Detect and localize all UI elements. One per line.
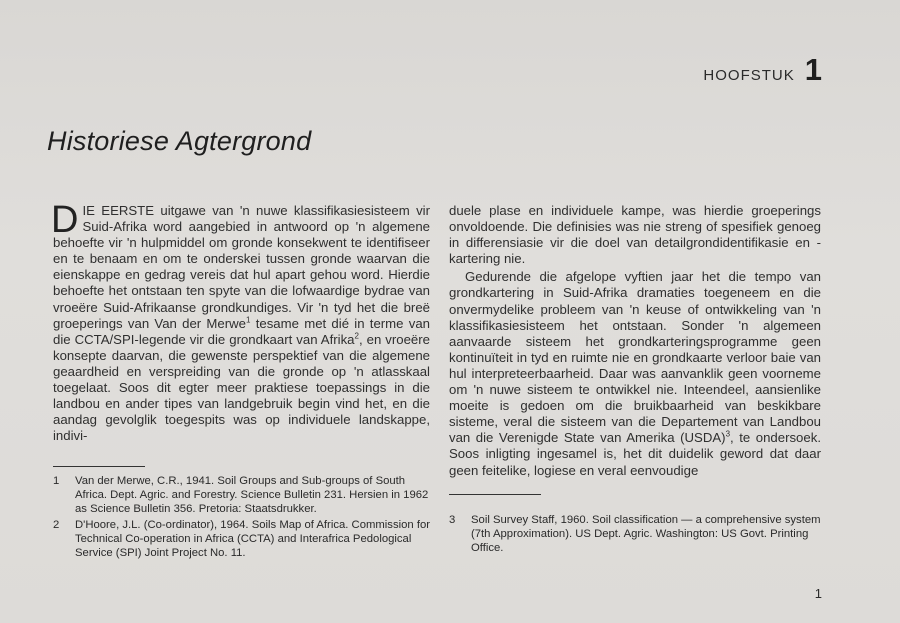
footnotes-left bbox=[53, 474, 433, 561]
footnote-text: Soil Survey Staff, 1960. Soil classification — a comprehensive system (7th Approximation). US Dept. Agric. Washington: US Govt. Printing Office. bbox=[471, 514, 821, 555]
page-number: 1 bbox=[814, 586, 822, 601]
right-paragraph-1: duele plase en individuele kampe, was hierdie groeperings onvoldoende. Die definisies was nie streng of spesifiek genoeg in differensiasie vir die doel van detailgrondidentifikasie en -kartering nie. bbox=[449, 203, 821, 267]
footnotes-right bbox=[449, 513, 821, 557]
footnote-text: Van der Merwe, C.R., 1941. Soil Groups and Sub-groups of South Africa. Dept. Agric. and Forestry. Science Bulletin 231. Hersien in 1962 as Science Bulletin 356. Pretoria: Staatsdrukker. bbox=[75, 475, 429, 516]
drop-cap: D bbox=[51, 199, 79, 241]
footnote-number: 3 bbox=[449, 514, 456, 526]
footnote-number: 2 bbox=[53, 518, 60, 531]
right-paragraph-text-2: , te ondersoek. Soos inligting ingesamel is, het dit duidelik geword dat daar geen feitelike, logiese en veral eenvoudige bbox=[449, 430, 821, 478]
left-paragraph bbox=[51, 199, 431, 444]
footnote-divider bbox=[449, 494, 541, 495]
chapter-label: HOOFSTUK bbox=[703, 67, 795, 84]
footnote-ref-1: 1 bbox=[246, 315, 251, 325]
footnote-ref-3: 3 bbox=[725, 429, 731, 439]
footnote-number: 1 bbox=[53, 475, 60, 487]
chapter-number: 1 bbox=[804, 52, 822, 87]
left-paragraph-text-2: tesame met dié in terme van die CCTA/SPI-legende vir die grondkaart van Afrika bbox=[53, 315, 431, 347]
footnote bbox=[53, 474, 433, 517]
right-paragraph-2 bbox=[449, 269, 821, 478]
footnote-divider bbox=[53, 466, 145, 467]
footnote bbox=[449, 513, 821, 556]
right-column bbox=[449, 203, 821, 479]
left-paragraph-text-1: IE EERSTE uitgawe van 'n nuwe klassifikasiesisteem vir Suid-Afrika word aangebied in antwoord op 'n algemene behoefte vir 'n hulpmiddel om gronde konsekwent te identifiseer en te benaam en om te onderskei tussen gronde waarvan die eienskappe en gedrag vereis dat hul apart gehou word. Hierdie behoefte het ontstaan ten spyte van die lofwaardige bydrae van vroeëre Suid-Afrikaanse grondkundiges. Vir 'n tyd het die breë groeperings van Van der Merwe bbox=[53, 203, 430, 331]
footnote bbox=[53, 518, 433, 561]
left-column bbox=[51, 199, 431, 444]
page-title: Historiese Agtergrond bbox=[47, 126, 312, 156]
right-paragraph-text-1: Gedurende die afgelope vyftien jaar het die tempo van grondkartering in Suid-Afrika dramaties toegeneem en die onvermydelike probleem van 'n keuse of ontwikkeling van 'n klassifikasiesisteem het ontstaan. Sonder 'n algemeen aanvaarde sisteem het grondkarteringsprogramme geen kontinuïteit in tyd en ruimte nie en grondkaarte verloor baie van hul interpreteerbaarheid. Daar was aanvanklik geen voorneme om 'n nuwe sisteem te ontwikkel nie. Inteendeel, aansienlike moeite is gedoen om die bruikbaarheid van beskikbare sisteme, veral die sisteem van die Departement van Landbou van die Verenigde State van Amerika (USDA) bbox=[449, 269, 821, 446]
chapter-header bbox=[703, 52, 822, 88]
left-paragraph-text-3: , en vroeëre konsepte daarvan, die gewenste perspektief van die algemene geaardheid en verspreiding van die gronde op 'n atlasskaal toegelaat. Soos dit egter meer praktiese toepassings in die landbou en ander tipes van landgebruik begin vind het, en die aandag gevolglik toegespits was op individuele landskappe, indivi- bbox=[53, 331, 430, 444]
footnote-ref-2: 2 bbox=[354, 331, 359, 341]
footnote-text: D'Hoore, J.L. (Co-ordinator), 1964. Soils Map of Africa. Commission for Technical Co-operation in Africa (CCTA) and Interafrica Pedological Service (SPI) Joint Project No. 11. bbox=[75, 518, 431, 560]
